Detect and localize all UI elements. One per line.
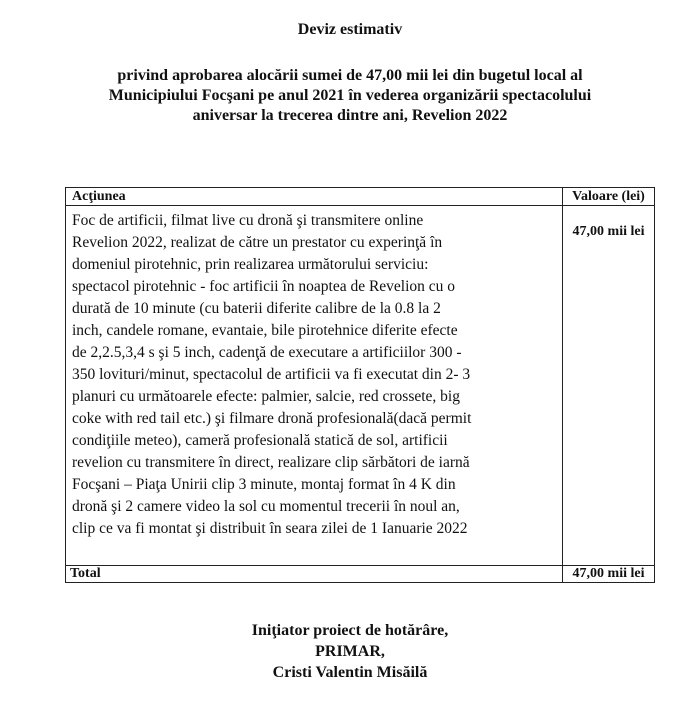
action-line: dronă şi 2 camere video la sol cu momentul trecerii în noul an, (72, 498, 460, 515)
signature-block (0, 620, 700, 683)
action-line: spectacol pirotehnic - foc artificii în noaptea de Revelion cu o (72, 278, 456, 295)
table-row (66, 206, 655, 566)
action-line: de 2,2.5,3,4 s şi 5 inch, cadenţă de executare a artificiilor 300 - (72, 344, 462, 361)
action-line: domeniul pirotehnic, prin realizarea următorului serviciu: (72, 256, 429, 273)
initiator-line: Iniţiator proiect de hotărâre, (251, 622, 449, 639)
action-line: 350 lovituri/minut, spectacolul de artificii va fi executat din 2- 3 (72, 366, 471, 383)
action-line: Focşani – Piaţa Unirii clip 3 minute, montaj format în 4 K din (72, 476, 456, 493)
action-line: clip ce va fi montat şi distribuit în seara zilei de 1 Ianuarie 2022 (72, 520, 468, 537)
subtitle-line: Municipiului Focşani pe anul 2021 în vederea organizării spectacolului (108, 87, 592, 104)
table-header-row (66, 188, 655, 206)
action-line: condiţiile meteo), cameră profesională statică de sol, artificii (72, 432, 448, 449)
document-title: Deviz estimativ (297, 21, 403, 38)
action-line: Foc de artificii, filmat live cu dronă şi transmitere online (72, 212, 424, 229)
total-value: 47,00 mii lei (563, 566, 655, 583)
total-row (66, 566, 655, 583)
mayor-name: Cristi Valentin Misăilă (272, 664, 428, 681)
action-line: coke with red tail etc.) şi filmare dronă profesională(dacă permit (72, 410, 472, 427)
estimate-table (65, 187, 655, 583)
action-description (66, 206, 563, 566)
header-value: Valoare (lei) (563, 188, 655, 206)
total-label: Total (66, 566, 563, 583)
action-value: 47,00 mii lei (563, 206, 655, 566)
action-line: inch, candele romane, evantaie, bile pirotehnice diferite efecte (72, 322, 458, 339)
action-line: planuri cu următoarele efecte: palmier, salcie, red crossete, big (72, 388, 460, 405)
mayor-title: PRIMAR, (315, 643, 385, 660)
header-action: Acţiunea (66, 188, 563, 206)
subtitle-line: aniversar la trecerea dintre ani, Revelion 2022 (192, 107, 508, 124)
action-line: revelion cu transmitere în direct, realizare clip sărbători de iarnă (72, 454, 470, 471)
action-line: durată de 10 minute (cu baterii diferite calibre de la 0.8 la 2 (72, 300, 441, 317)
subtitle-line: privind aprobarea alocării sumei de 47,00 mii lei din bugetul local al (117, 67, 583, 84)
action-line: Revelion 2022, realizat de către un prestator cu experinţă în (72, 234, 443, 251)
document-subtitle (60, 66, 640, 126)
